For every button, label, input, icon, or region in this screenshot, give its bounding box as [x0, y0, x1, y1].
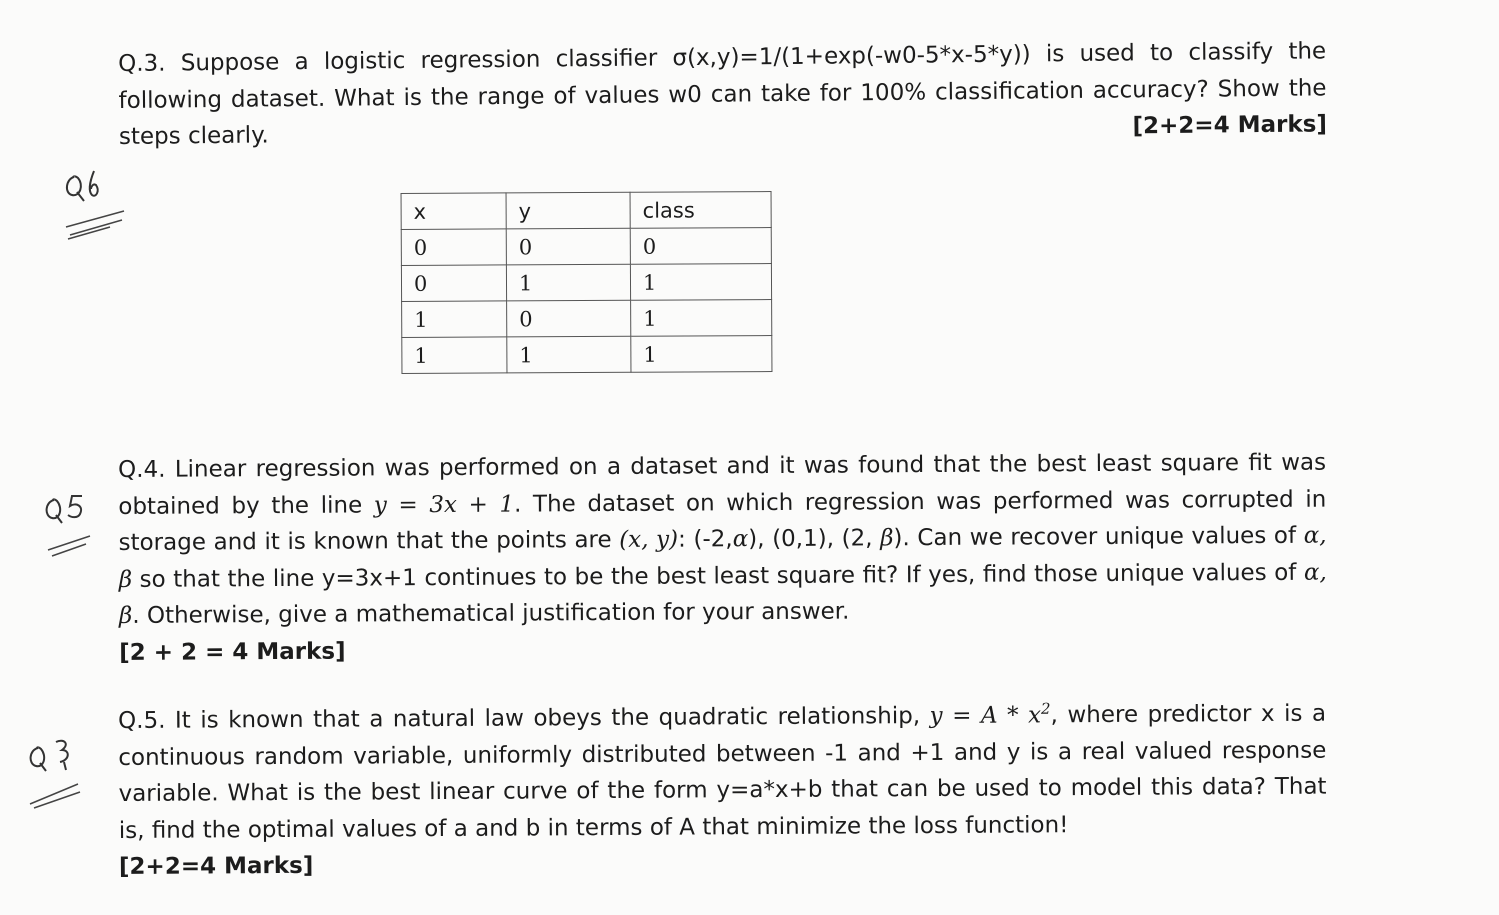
handwritten-q3-annotation: [24, 736, 94, 811]
table-header-x: x: [401, 193, 506, 230]
quadratic-equation: [929, 699, 1051, 730]
question-3-marks: [2+2=4 Marks]: [1132, 111, 1328, 140]
question-5-text-1: Q.5. It is known that a natural law obeys the quadratic relationship,: [118, 703, 921, 734]
handwritten-q6-annotation: [60, 165, 135, 250]
question-4-text-4: ), (0,1), (2,: [748, 525, 873, 553]
table-cell: 0: [401, 229, 506, 266]
alpha-beta-pair-2: α, β: [118, 559, 1327, 629]
question-5-text-2: , where predictor x is a continuous random variable, uniformly distributed between -1 and +1 and y is a real valued response variable. What is the best linear curve of the form y=a*x+b that can be used to model this data? That is, find the optimal values of a and b in terms of A that minimize the loss function!: [118, 700, 1327, 844]
quadratic-exponent: 2: [1040, 699, 1051, 718]
table-cell: 1: [507, 336, 631, 373]
alpha-symbol: α: [732, 526, 749, 553]
table-cell: 1: [402, 301, 507, 338]
table-header-y: y: [506, 192, 630, 229]
question-4: [118, 445, 1327, 671]
table-cell: 0: [507, 300, 631, 337]
table-cell: 1: [402, 337, 507, 374]
table-header-row: [401, 192, 771, 230]
question-4-text-3: : (-2,: [678, 526, 733, 553]
table-cell: 1: [631, 336, 772, 373]
question-4-marks: [2 + 2 = 4 Marks]: [119, 638, 346, 666]
handwritten-q5-annotation: [40, 488, 100, 563]
question-5-marks: [2+2=4 Marks]: [118, 852, 314, 880]
table-cell: 0: [401, 265, 506, 302]
table-row: [402, 300, 772, 338]
question-4-text-1: Q.4. Linear regression was performed on a dataset and it was found that the best least square fit was obtained by the line: [118, 449, 1327, 520]
question-4-text-6: so that the line y=3x+1 continues to be the best least square fit? If yes, find those unique values of: [139, 559, 1297, 593]
question-4-text-5: ). Can we recover unique values of: [893, 522, 1297, 552]
table-cell: 0: [630, 228, 771, 265]
question-3-text: Q.3. Suppose a logistic regression classifier σ(x,y)=1/(1+exp(-w0-5*x-5*y)) is used to classify the following dataset. What is the range of values w0 can take for 100% classification accuracy? Show the steps clearly.: [118, 38, 1327, 150]
table-cell: 1: [630, 264, 771, 301]
question-5: [118, 696, 1327, 886]
beta-symbol: β: [880, 525, 894, 552]
table-row: [401, 264, 771, 302]
question-4-text-2: . The dataset on which regression was performed was corrupted in storage and it is known that the points are: [118, 486, 1327, 556]
table-row: [401, 228, 771, 266]
table-cell: 1: [506, 264, 630, 301]
question-3: [118, 33, 1327, 155]
regression-line-equation: y = 3x + 1: [373, 491, 515, 518]
table-row: [402, 336, 772, 374]
xy-pair: (x, y): [619, 526, 679, 553]
quadratic-equation-body: y = A * x: [929, 702, 1042, 730]
table-cell: 1: [631, 300, 772, 337]
table-header-class: class: [630, 192, 771, 229]
question-4-text-7: . Otherwise, give a mathematical justification for your answer.: [132, 598, 850, 629]
alpha-beta-pair: α, β: [118, 522, 1327, 593]
table-cell: 0: [506, 228, 630, 265]
dataset-table: [401, 191, 773, 374]
